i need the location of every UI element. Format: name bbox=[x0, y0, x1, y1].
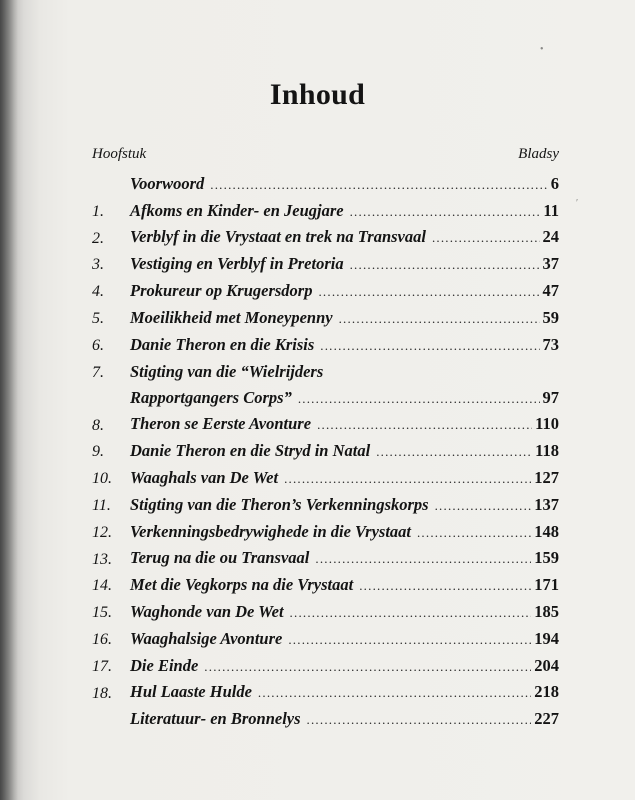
dot-leader bbox=[320, 338, 539, 354]
chapter-title: Voorwoord bbox=[130, 173, 205, 193]
toc-entry-1 bbox=[92, 197, 559, 224]
toc-entry-15 bbox=[92, 598, 559, 625]
toc-entry-8 bbox=[92, 411, 559, 438]
dot-leader bbox=[318, 284, 539, 300]
dot-leader bbox=[350, 204, 541, 220]
dot-leader bbox=[432, 230, 540, 246]
dot-leader bbox=[288, 632, 531, 648]
page-number: 194 bbox=[534, 628, 559, 648]
dot-leader bbox=[210, 177, 547, 193]
chapter-title: Verblyf in die Vrystaat en trek na Transvaal bbox=[130, 227, 426, 247]
page-number: 185 bbox=[534, 601, 559, 621]
paper-speck: • bbox=[540, 44, 544, 55]
chapter-title: Waaghals van De Wet bbox=[130, 467, 279, 487]
dot-leader bbox=[350, 257, 540, 273]
toc-entry-bibliography bbox=[92, 705, 559, 732]
chapter-number: 15. bbox=[92, 604, 112, 622]
page-number: 59 bbox=[542, 307, 559, 327]
chapter-title: Danie Theron en die Krisis bbox=[130, 334, 315, 354]
page-number: 97 bbox=[542, 387, 559, 407]
dot-leader bbox=[290, 605, 532, 621]
column-header-chapter: Hoofstuk bbox=[92, 146, 147, 162]
chapter-title: Prokureur op Krugersdorp bbox=[130, 280, 313, 300]
toc-entry-10 bbox=[92, 464, 559, 491]
dot-leader bbox=[298, 391, 540, 407]
page-title: Inhoud bbox=[269, 78, 366, 111]
chapter-title: Rapportgangers Corps” bbox=[130, 387, 292, 407]
dot-leader bbox=[284, 471, 531, 487]
toc-entry-14 bbox=[92, 571, 559, 598]
chapter-title-line-1: Stigting van die “Wielrijders bbox=[130, 361, 324, 381]
page-number: 11 bbox=[543, 200, 559, 220]
page-number: 227 bbox=[534, 709, 559, 729]
dot-leader bbox=[204, 659, 531, 675]
chapter-number: 12. bbox=[92, 523, 112, 541]
toc-entry-12 bbox=[92, 518, 559, 545]
chapter-title: Waghonde van De Wet bbox=[130, 601, 284, 621]
chapter-title: Theron se Eerste Avonture bbox=[130, 414, 312, 434]
chapter-number: 3. bbox=[92, 256, 104, 274]
page-number: 118 bbox=[535, 441, 559, 461]
chapter-number: 5. bbox=[92, 309, 104, 327]
dot-leader bbox=[315, 551, 531, 567]
chapter-number: 13. bbox=[92, 550, 112, 568]
page-number: 24 bbox=[542, 227, 559, 247]
dot-leader bbox=[339, 311, 540, 327]
page-number: 37 bbox=[542, 254, 559, 274]
chapter-number: 7. bbox=[92, 363, 104, 381]
toc-entry-13 bbox=[92, 545, 559, 572]
toc-entry-17 bbox=[92, 652, 559, 679]
chapter-number: 17. bbox=[92, 657, 112, 675]
toc-entry-9 bbox=[92, 437, 559, 464]
page-number: 110 bbox=[535, 414, 559, 434]
page-number: 218 bbox=[534, 682, 559, 702]
page-number: 148 bbox=[534, 521, 559, 541]
chapter-number: 2. bbox=[92, 229, 104, 247]
dot-leader bbox=[435, 498, 532, 514]
page-number: 159 bbox=[534, 548, 559, 568]
chapter-number: 4. bbox=[92, 283, 104, 301]
toc-entry-5 bbox=[92, 304, 559, 331]
toc-entry-18 bbox=[92, 679, 559, 706]
page-number: 137 bbox=[534, 494, 559, 514]
page-number: 171 bbox=[534, 575, 559, 595]
chapter-title: Met die Vegkorps na die Vrystaat bbox=[130, 575, 354, 595]
toc-entry-16 bbox=[92, 625, 559, 652]
toc-entry-11 bbox=[92, 491, 559, 518]
chapter-title: Terug na die ou Transvaal bbox=[130, 548, 310, 568]
dot-leader bbox=[376, 444, 532, 460]
dot-leader bbox=[317, 417, 532, 433]
chapter-title: Waaghalsige Avonture bbox=[130, 628, 283, 648]
toc-entry-foreword bbox=[92, 170, 559, 197]
chapter-title: Moeilikheid met Moneypenny bbox=[130, 307, 333, 327]
page-number: 204 bbox=[534, 655, 559, 675]
toc-entry-2 bbox=[92, 224, 559, 251]
toc-entry-7 bbox=[92, 358, 559, 411]
chapter-number: 14. bbox=[92, 577, 112, 595]
chapter-number: 10. bbox=[92, 470, 112, 488]
page-number: 127 bbox=[534, 467, 559, 487]
chapter-title: Danie Theron en die Stryd in Natal bbox=[130, 441, 371, 461]
page-number: 6 bbox=[550, 173, 559, 193]
chapter-title: Literatuur- en Bronnelys bbox=[130, 709, 301, 729]
spine-shadow bbox=[0, 0, 18, 800]
toc-entry-6 bbox=[92, 331, 559, 358]
chapter-number: 6. bbox=[92, 336, 104, 354]
chapter-number: 8. bbox=[92, 416, 104, 434]
toc-entry-4 bbox=[92, 277, 559, 304]
chapter-number: 9. bbox=[92, 443, 104, 461]
paper-speck: ′ bbox=[576, 198, 579, 209]
chapter-number: 1. bbox=[92, 202, 104, 220]
toc-entry-3 bbox=[92, 250, 559, 277]
chapter-title: Afkoms en Kinder- en Jeugjare bbox=[130, 200, 344, 220]
dot-leader bbox=[258, 685, 531, 701]
dot-leader bbox=[307, 712, 532, 728]
dot-leader bbox=[359, 578, 531, 594]
dot-leader bbox=[417, 525, 531, 541]
chapter-title: Vestiging en Verblyf in Pretoria bbox=[130, 254, 344, 274]
chapter-title: Verkenningsbedrywighede in die Vrystaat bbox=[130, 521, 411, 541]
chapter-number: 18. bbox=[92, 684, 112, 702]
table-of-contents bbox=[92, 170, 559, 732]
chapter-number: 16. bbox=[92, 630, 112, 648]
page-number: 47 bbox=[542, 280, 559, 300]
chapter-title: Die Einde bbox=[130, 655, 199, 675]
column-header-page: Bladsy bbox=[518, 146, 559, 162]
chapter-number: 11. bbox=[92, 496, 111, 514]
chapter-title: Hul Laaste Hulde bbox=[130, 682, 252, 702]
chapter-title: Stigting van die Theron’s Verkenningskorps bbox=[130, 494, 429, 514]
page-number: 73 bbox=[542, 334, 559, 354]
